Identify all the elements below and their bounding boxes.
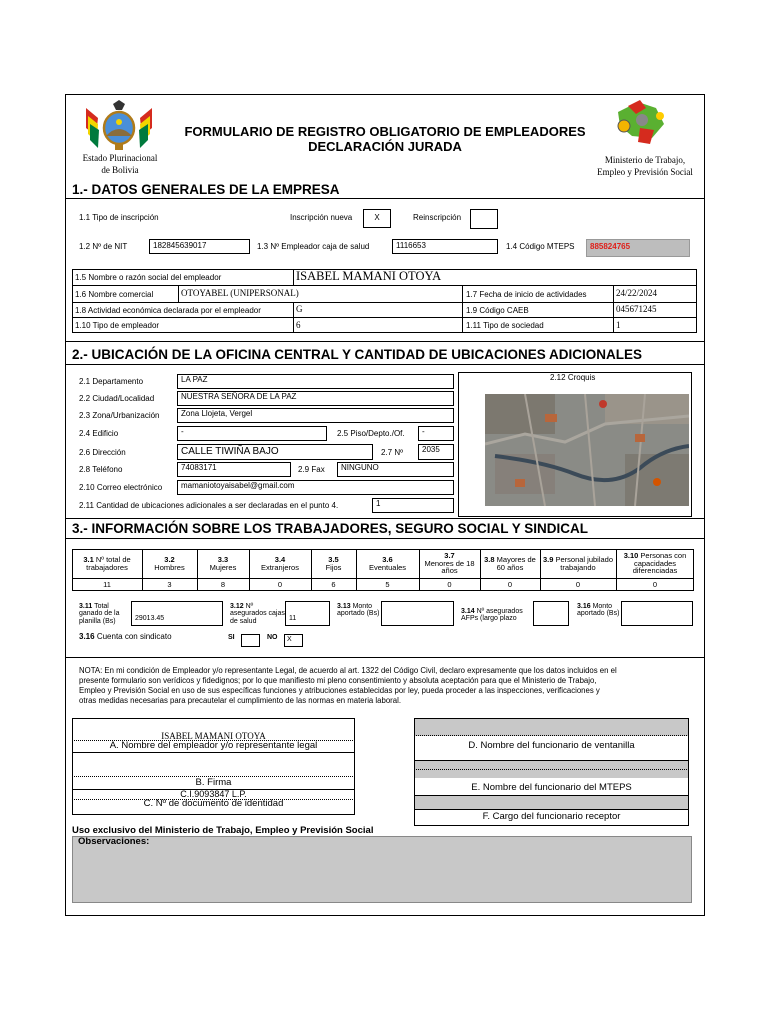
field-3-15-label: 3.16 Monto aportado (Bs) (577, 603, 620, 618)
field-1-2-label: 1.2 Nº de NIT (79, 242, 128, 251)
section-2-end-divider (65, 518, 705, 519)
col-3-3-value[interactable]: 8 (220, 579, 226, 589)
col-3-5-value[interactable]: 6 (331, 579, 336, 589)
field-1-9-label: 1.9 Código CAEB (466, 306, 529, 315)
payroll-total-input[interactable]: 29013.45 (131, 601, 223, 626)
field-1-1-label: 1.1 Tipo de inscripción (79, 213, 159, 222)
field-3-13-label: 3.13 Monto aportado (Bs) (337, 603, 380, 618)
building-input[interactable]: - (177, 426, 327, 441)
field-2-6-label: 2.6 Dirección (79, 448, 126, 457)
fax-input[interactable]: NINGUNO (337, 462, 454, 477)
section-3-title: 3.- INFORMACIÓN SOBRE LOS TRABAJADORES, SEGURO SOCIAL Y SINDICAL (72, 521, 589, 536)
inscripcion-nueva-label: Inscripción nueva (290, 213, 353, 222)
field-1-3-label: 1.3 Nº Empleador caja de salud (257, 242, 370, 251)
ministry-use-label: Uso exclusivo del Ministerio de Trabajo, Empleo y Previsión Social (72, 825, 374, 836)
table-col-divider (613, 285, 614, 333)
right-logo-caption-1: Ministerio de Trabajo, (604, 155, 686, 165)
field-1-6-label: 1.6 Nombre comercial (75, 290, 154, 299)
field-1-11-label: 1.11 Tipo de sociedad (466, 321, 544, 330)
field-2-2-label: 2.2 Ciudad/Localidad (79, 394, 155, 403)
field-2-4-label: 2.4 Edificio (79, 429, 119, 438)
col-3-4-header: 3.4 Extranjeros (261, 554, 299, 572)
si-checkbox[interactable] (241, 634, 260, 647)
field-1-7-label: 1.7 Fecha de inicio de actividades (466, 290, 587, 299)
form-title-line-1: FORMULARIO DE REGISTRO OBLIGATORIO DE EMPLEADORES (184, 124, 586, 139)
field-3-14-label: 3.14 Nº asegurados AFPs (largo plazo (461, 608, 523, 623)
field-1-8-label: 1.8 Actividad económica declarada por el empleador (75, 306, 261, 315)
floor-input[interactable]: - (418, 426, 454, 441)
field-3-16-label: 3.16 Cuenta con sindicato (79, 632, 172, 641)
si-label: SI (228, 634, 235, 641)
afp-amount-input[interactable] (621, 601, 693, 626)
health-insured-input[interactable]: 11 (285, 601, 330, 626)
section-2-title: 2.- UBICACIÓN DE LA OFICINA CENTRAL Y CANTIDAD DE UBICACIONES ADICIONALES (72, 347, 643, 362)
afp-insured-input[interactable] (533, 601, 569, 626)
col-3-6-header: 3.6 Eventuales (368, 554, 407, 572)
table-row-divider (72, 317, 697, 318)
nota-text (79, 666, 699, 706)
amount-contributed-input[interactable] (381, 601, 454, 626)
economic-activity-value[interactable]: G (296, 304, 303, 314)
field-2-3-label: 2.3 Zona/Urbanización (79, 411, 160, 420)
phone-input[interactable]: 74083171 (177, 462, 291, 477)
email-input[interactable]: mamaniotoyaisabel@gmail.com (177, 480, 454, 495)
company-type-value[interactable]: 1 (616, 320, 621, 330)
trade-name-value[interactable]: OTOYABEL (UNIPERSONAL) (181, 288, 299, 298)
department-input[interactable]: LA PAZ (177, 374, 454, 389)
nota-line-1: NOTA: En mi condición de Empleador y/o representante Legal, de acuerdo al art. 1322 del Código Civil, declaro expresamente que los datos incluidos en el (79, 666, 617, 675)
ministry-logo-icon (610, 98, 674, 154)
col-3-9-header: 3.9 Personal jubilado trabajando (542, 554, 614, 572)
dotted-line (414, 769, 689, 770)
col-3-7-value[interactable]: 0 (447, 579, 452, 589)
col-3-2-header: 3.2 Hombres (154, 554, 185, 572)
left-logo-caption-1: Estado Plurinacional (82, 153, 158, 163)
right-logo-caption-2: Empleo y Previsión Social (597, 167, 693, 177)
form-title-line-2: DECLARACIÓN JURADA (308, 139, 462, 154)
address-input[interactable]: CALLE TIWIÑA BAJO (177, 444, 373, 460)
col-3-10-header: 3.10 Personas con capacidades diferenciadas (623, 550, 687, 576)
grey-fill (415, 796, 688, 810)
city-input[interactable]: NUESTRA SEÑORA DE LA PAZ (177, 391, 454, 406)
row-divider (72, 752, 355, 753)
section-1-divider (65, 198, 705, 199)
field-1-10-label: 1.10 Tipo de empleador (75, 321, 160, 330)
field-2-9-label: 2.9 Fax (298, 465, 325, 474)
grey-fill (415, 719, 688, 736)
no-checkbox[interactable]: X (284, 634, 303, 647)
field-2-8-label: 2.8 Teléfono (79, 465, 123, 474)
section-2-divider (65, 364, 705, 365)
col-3-6-value[interactable]: 5 (385, 579, 390, 589)
label-f: F. Cargo del funcionario receptor (482, 811, 621, 822)
ci-value: C.I.9093847 L.P. (180, 789, 247, 799)
employer-number-input[interactable]: 1116653 (392, 239, 498, 254)
field-2-10-label: 2.10 Correo electrónico (79, 483, 163, 492)
section-3-divider (65, 538, 705, 539)
col-3-4-value[interactable]: 0 (277, 579, 283, 589)
col-3-7-header: 3.7 Menores de 18 años (424, 550, 475, 576)
section-1-end-divider (65, 341, 705, 342)
bolivia-coat-of-arms-icon (82, 98, 156, 154)
label-d: D. Nombre del funcionario de ventanilla (468, 740, 635, 751)
col-3-10-value[interactable]: 0 (652, 579, 658, 589)
employer-name-value[interactable]: ISABEL MAMANI OTOYA (296, 269, 442, 283)
observaciones-label: Observaciones: (78, 836, 150, 847)
col-3-1-header: 3.1 Nº total de trabajadores (83, 554, 131, 572)
field-3-12-label: 3.12 Nº asegurados cajas de salud (230, 603, 285, 625)
additional-locations-input[interactable]: 1 (372, 498, 454, 513)
field-1-5-label: 1.5 Nombre o razón social del empleador (75, 273, 222, 282)
section-1-title: 1.- DATOS GENERALES DE LA EMPRESA (72, 182, 340, 197)
col-3-9-value[interactable]: 0 (575, 579, 581, 589)
row-divider (414, 809, 689, 810)
croquis-map-image (485, 394, 689, 506)
field-2-1-label: 2.1 Departamento (79, 377, 144, 386)
col-3-8-value[interactable]: 0 (507, 579, 513, 589)
table-row-divider (72, 285, 697, 286)
table-col-divider (178, 285, 179, 302)
reinscripcion-label: Reinscripción (413, 213, 462, 222)
label-c: C. Nº de documento de identidad (143, 798, 284, 809)
mteps-code-input[interactable]: 885824765 (586, 239, 690, 257)
employer-name-signature: ISABEL MAMANI OTOYA (161, 731, 266, 741)
col-3-2-value[interactable]: 3 (167, 579, 172, 589)
field-3-11-label: 3.11 Total ganado de la planilla (Bs) (79, 603, 120, 625)
street-number-input[interactable]: 2035 (418, 444, 454, 460)
col-3-5-header: 3.5 Fijos (325, 554, 342, 572)
col-3-1-value[interactable]: 11 (103, 579, 111, 589)
label-b: B. Firma (195, 777, 232, 788)
field-1-4-label: 1.4 Código MTEPS (506, 242, 575, 251)
table-col-divider (293, 302, 294, 333)
label-e: E. Nombre del funcionario del MTEPS (471, 782, 632, 793)
section-3-end-divider (65, 657, 705, 658)
table-col-divider (293, 269, 294, 285)
inscripcion-nueva-checkbox[interactable]: X (363, 209, 391, 228)
reinscripcion-checkbox[interactable] (470, 209, 498, 229)
nota-line-2: presente formulario son verídicos y fidedignos; por lo que manifiesto mi pleno consentimiento y absoluta aceptación para que el Ministerio de Trabajo, (79, 676, 597, 685)
no-label: NO (267, 634, 278, 641)
observaciones-box[interactable] (72, 836, 692, 903)
col-3-3-header: 3.3 Mujeres (209, 554, 237, 572)
table-col-divider (462, 285, 463, 333)
table-row-divider (72, 302, 697, 303)
field-2-7-label: 2.7 Nº (381, 448, 404, 457)
dotted-line (414, 735, 689, 736)
nota-line-3: Empleo y Previsión Social en uso de sus específicas funciones y atribuciones establecidas por ley, pueda proceder a las inspecciones, verificaciones y (79, 686, 600, 695)
nota-line-4: otras medidas necesarias para precautelar el cumplimiento de las normas en materia laboral. (79, 696, 401, 705)
caeb-code-value[interactable]: 045671245 (616, 304, 657, 314)
col-3-8-header: 3.8 Mayores de 60 años (484, 554, 536, 572)
label-a: A. Nombre del empleador y/o representante legal (109, 740, 318, 751)
start-date-value[interactable]: 24/22/2024 (616, 288, 658, 298)
field-2-12-label: 2.12 Croquis (550, 373, 596, 382)
nit-input[interactable]: 182845639017 (149, 239, 250, 254)
left-logo-caption-2: de Bolivia (101, 165, 139, 175)
employer-type-value[interactable]: 6 (296, 320, 301, 330)
field-2-5-label: 2.5 Piso/Depto./Of. (337, 429, 405, 438)
zone-input[interactable]: Zona Llojeta, Vergel (177, 408, 454, 423)
field-2-11-label: 2.11 Cantidad de ubicaciones adicionales a ser declaradas en el punto 4. (79, 501, 339, 510)
